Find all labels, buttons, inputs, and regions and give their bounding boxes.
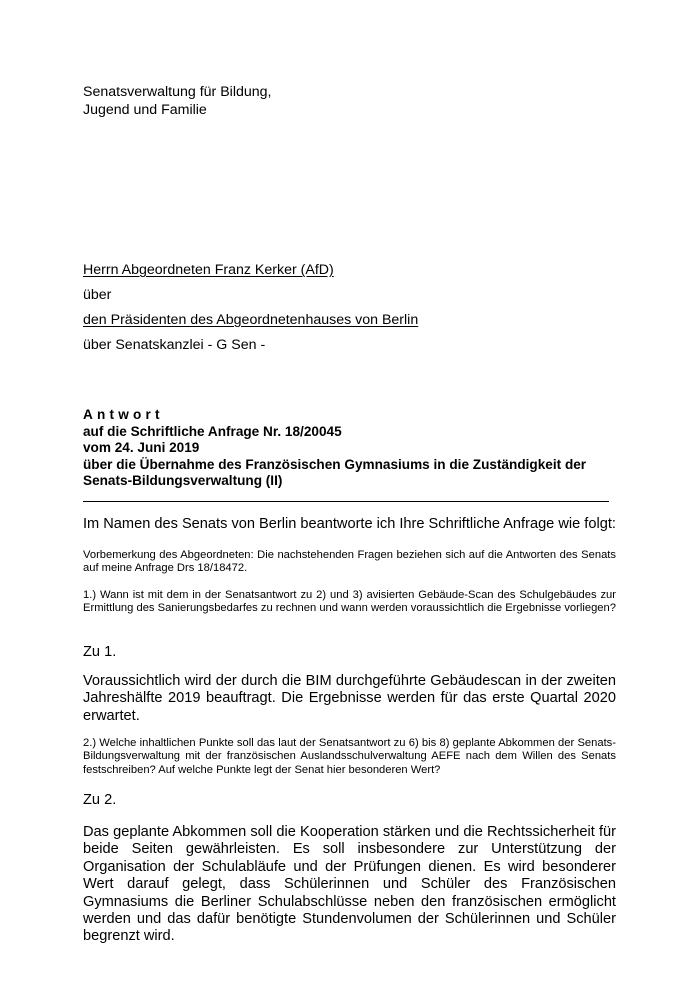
sender-block [83, 83, 272, 119]
answer-label-2: Zu 2. [83, 792, 117, 808]
intro-sentence: Im Namen des Senats von Berlin beantworte ich Ihre Schriftliche Anfrage wie folgt: [83, 516, 616, 532]
heading-betreff-2: Senats-Bildungsverwaltung (II) [83, 473, 283, 489]
addressee: Herrn Abgeordneten Franz Kerker (AfD) [83, 262, 334, 278]
answer-label-1: Zu 1. [83, 644, 117, 660]
question-2: 2.) Welche inhaltlichen Punkte soll das laut der Senatsantwort zu 6) bis 8) geplante Abkommen der Senats-Bildungsverwaltung mit der französischen Auslandsschulverwaltung AEFE nach dem Willen des Senats festschreiben? Auf welche Punkte legt der Senat hier besonderen Wert? [83, 737, 616, 776]
via-line-2: über Senatskanzlei - G Sen - [83, 337, 266, 353]
answer-2: Das geplante Abkommen soll die Kooperation stärken und die Rechtssicherheit für beide Seiten gewährleisten. Es soll insbesondere zur Unterstützung der Organisation der Schulabläufe und der Prüfungen dienen. Es wird besonderer Wert darauf gelegt, dass Schülerinnen und Schüler des Französischen Gymnasiums die Berliner Schulabschlüsse neben den französischen ermöglicht werden und das dafür benötigte Stundenvolumen der Schülerinnen und Schüler begrenzt wird. [83, 824, 616, 945]
sender-line-2: Jugend und Familie [83, 102, 207, 118]
question-1: 1.) Wann ist mit dem in der Senatsantwort zu 2) und 3) avisierten Gebäude-Scan des Schulgebäudes zur Ermittlung des Sanierungsbedarfes zu rechnen und wann werden voraussichtlich die Ergebnisse vorliegen? [83, 589, 616, 615]
heading-anfrage: auf die Schriftliche Anfrage Nr. 18/20045 [83, 423, 342, 439]
heading-datum: vom 24. Juni 2019 [83, 440, 200, 456]
via-line-1: über [83, 287, 112, 303]
heading-divider [83, 501, 609, 502]
answer-1: Voraussichtlich wird der durch die BIM durchgeführte Gebäudescan in der zweiten Jahreshälfte 2019 beauftragt. Die Ergebnisse werden für das erste Quartal 2020 erwartet. [83, 673, 616, 724]
heading-antwort: Antwort [83, 407, 164, 422]
heading-betreff-1: über die Übernahme des Französischen Gymnasiums in die Zuständigkeit der [83, 456, 587, 472]
sender-line-1: Senatsverwaltung für Bildung, [83, 84, 272, 100]
answer-heading [83, 407, 586, 490]
president-line: den Präsidenten des Abgeordnetenhauses von Berlin [83, 312, 419, 328]
preliminary-remark: Vorbemerkung des Abgeordneten: Die nachstehenden Fragen beziehen sich auf die Antworten des Senats auf meine Anfrage Drs 18/18472. [83, 549, 616, 575]
